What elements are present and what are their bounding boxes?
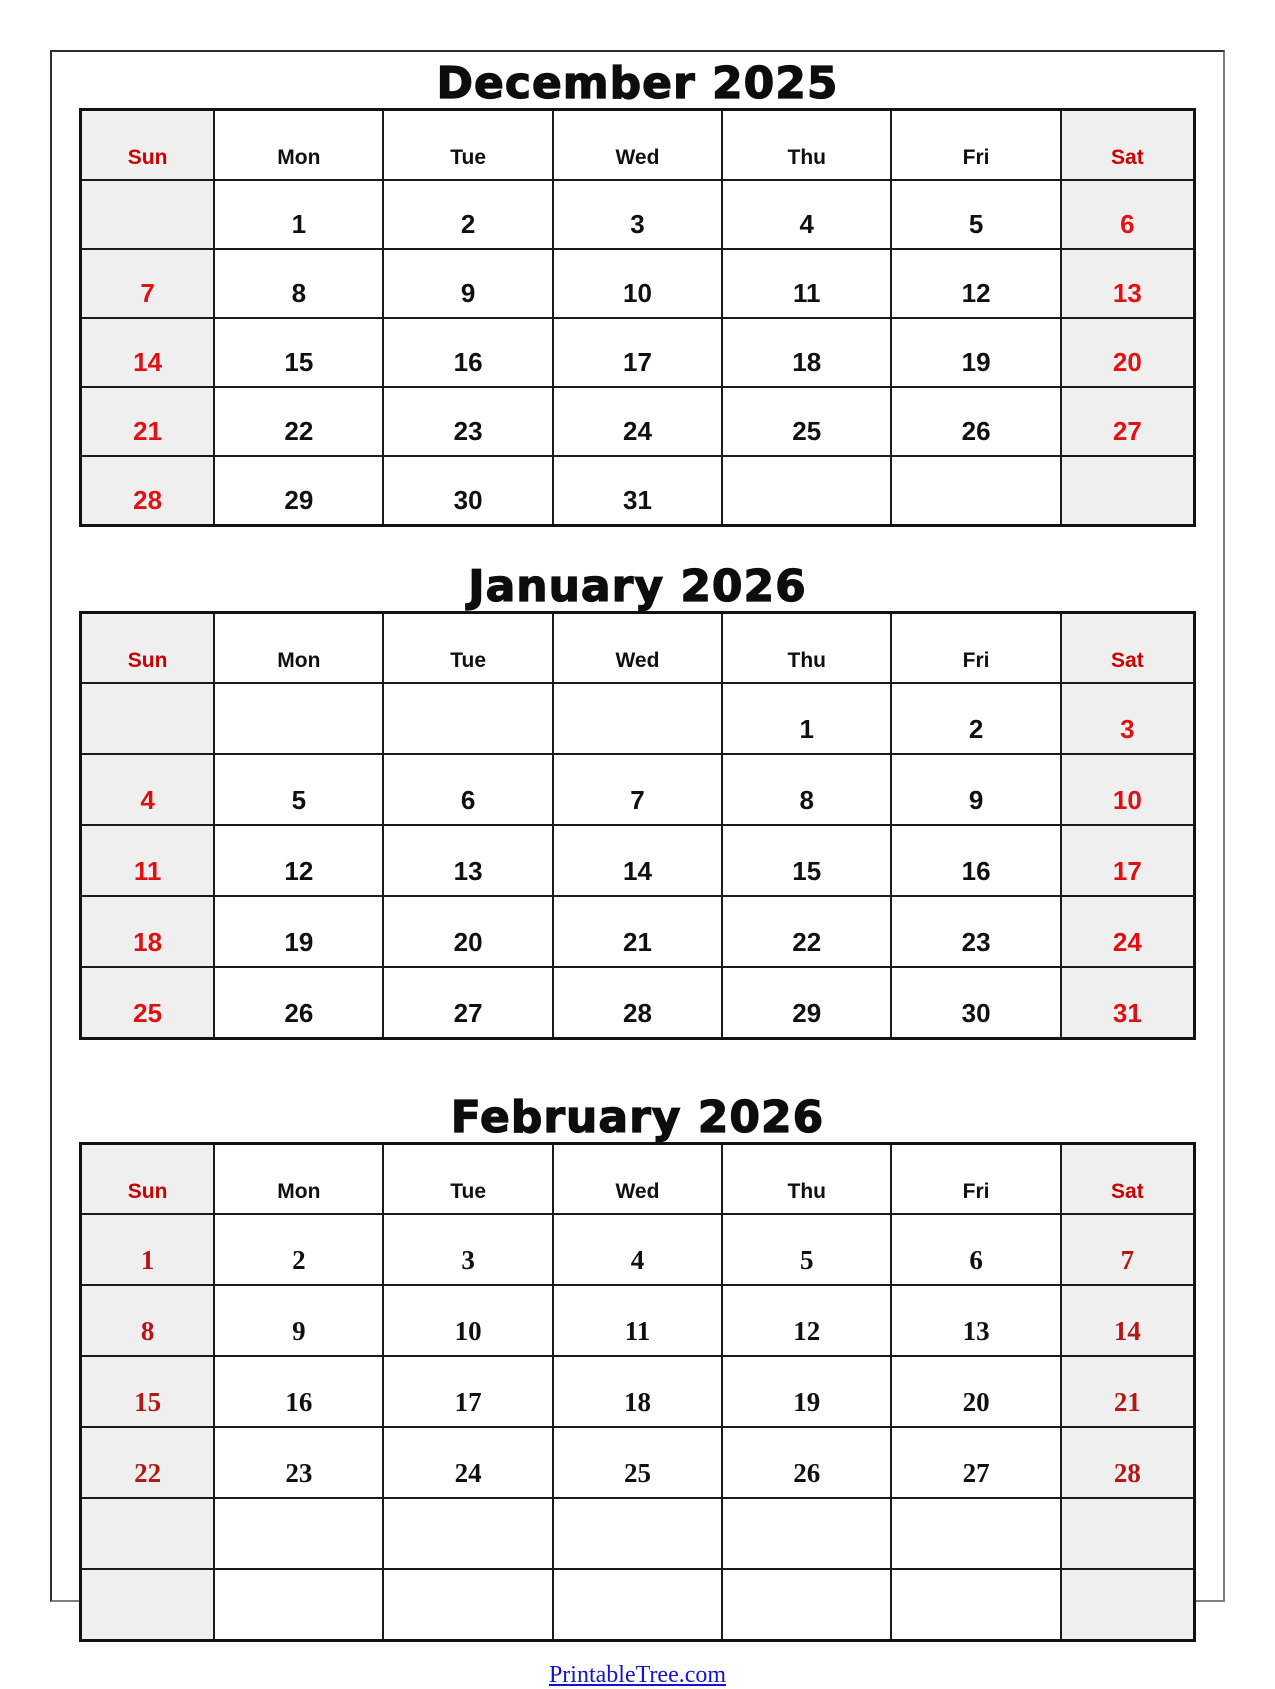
date-cell: 10: [553, 249, 722, 318]
date-cell: 13: [1061, 249, 1195, 318]
empty-cell: [722, 456, 891, 526]
empty-cell: [81, 1569, 215, 1641]
date-cell: 2: [214, 1214, 383, 1285]
date-cell: 24: [383, 1427, 552, 1498]
weekday-header-cell: Tue: [383, 613, 552, 684]
date-cell: 15: [214, 318, 383, 387]
week-row: [81, 825, 1195, 896]
empty-cell: [1061, 456, 1195, 526]
calendar-table-january: [79, 611, 1196, 1040]
weekday-header-cell: Sun: [81, 110, 215, 181]
week-row: [81, 249, 1195, 318]
empty-cell: [214, 683, 383, 754]
weekday-header-row: [81, 1144, 1195, 1215]
weekday-header-cell: Sat: [1061, 1144, 1195, 1215]
empty-cell: [81, 1498, 215, 1569]
date-cell: 3: [1061, 683, 1195, 754]
date-cell: 27: [1061, 387, 1195, 456]
date-cell: 9: [214, 1285, 383, 1356]
empty-cell: [81, 180, 215, 249]
date-cell: 7: [1061, 1214, 1195, 1285]
footer: [52, 1662, 1223, 1689]
empty-cell: [891, 456, 1060, 526]
weekday-header-cell: Wed: [553, 613, 722, 684]
month-title-february: February 2026: [450, 1092, 825, 1143]
week-row: [81, 1427, 1195, 1498]
week-row: [81, 180, 1195, 249]
weekday-header-cell: Fri: [891, 110, 1060, 181]
empty-cell: [1061, 1569, 1195, 1641]
weekday-header-cell: Sat: [1061, 110, 1195, 181]
weekday-header-cell: Tue: [383, 110, 552, 181]
weekday-header-cell: Thu: [722, 613, 891, 684]
empty-cell: [214, 1498, 383, 1569]
empty-cell: [553, 683, 722, 754]
weekday-header-cell: Mon: [214, 1144, 383, 1215]
date-cell: 1: [81, 1214, 215, 1285]
empty-cell: [722, 1498, 891, 1569]
empty-cell: [214, 1569, 383, 1641]
date-cell: 21: [81, 387, 215, 456]
date-cell: 13: [891, 1285, 1060, 1356]
date-cell: 30: [383, 456, 552, 526]
date-cell: 2: [891, 683, 1060, 754]
empty-cell: [553, 1569, 722, 1641]
week-row: [81, 1498, 1195, 1569]
weekday-header-cell: Wed: [553, 110, 722, 181]
weekday-header-cell: Mon: [214, 613, 383, 684]
calendar-table-december: [79, 108, 1196, 527]
date-cell: 12: [891, 249, 1060, 318]
empty-cell: [383, 683, 552, 754]
date-cell: 23: [891, 896, 1060, 967]
week-row: [81, 1356, 1195, 1427]
date-cell: 6: [383, 754, 552, 825]
date-cell: 30: [891, 967, 1060, 1039]
date-cell: 28: [1061, 1427, 1195, 1498]
weekday-header-cell: Thu: [722, 1144, 891, 1215]
date-cell: 28: [553, 967, 722, 1039]
date-cell: 8: [722, 754, 891, 825]
weekday-header-cell: Thu: [722, 110, 891, 181]
date-cell: 11: [553, 1285, 722, 1356]
weekday-header-row: [81, 110, 1195, 181]
date-cell: 11: [722, 249, 891, 318]
week-row: [81, 683, 1195, 754]
date-cell: 17: [1061, 825, 1195, 896]
footer-link[interactable]: PrintableTree.com: [548, 1662, 727, 1688]
date-cell: 31: [1061, 967, 1195, 1039]
date-cell: 20: [383, 896, 552, 967]
empty-cell: [383, 1498, 552, 1569]
date-cell: 25: [81, 967, 215, 1039]
date-cell: 5: [722, 1214, 891, 1285]
weekday-header-cell: Fri: [891, 1144, 1060, 1215]
date-cell: 19: [891, 318, 1060, 387]
date-cell: 18: [553, 1356, 722, 1427]
weekday-header-cell: Sun: [81, 613, 215, 684]
date-cell: 4: [553, 1214, 722, 1285]
date-cell: 6: [891, 1214, 1060, 1285]
weekday-header-cell: Mon: [214, 110, 383, 181]
date-cell: 15: [722, 825, 891, 896]
date-cell: 6: [1061, 180, 1195, 249]
date-cell: 8: [214, 249, 383, 318]
week-row: [81, 1285, 1195, 1356]
date-cell: 3: [383, 1214, 552, 1285]
date-cell: 13: [383, 825, 552, 896]
date-cell: 2: [383, 180, 552, 249]
week-row: [81, 318, 1195, 387]
date-cell: 22: [81, 1427, 215, 1498]
weekday-header-cell: Tue: [383, 1144, 552, 1215]
empty-cell: [891, 1498, 1060, 1569]
week-row: [81, 387, 1195, 456]
date-cell: 23: [383, 387, 552, 456]
date-cell: 14: [553, 825, 722, 896]
date-cell: 18: [722, 318, 891, 387]
week-row: [81, 1214, 1195, 1285]
month-title-december: December 2025: [436, 58, 839, 109]
date-cell: 11: [81, 825, 215, 896]
date-cell: 7: [553, 754, 722, 825]
weekday-header-cell: Sun: [81, 1144, 215, 1215]
date-cell: 4: [81, 754, 215, 825]
calendar-table-february: [79, 1142, 1196, 1642]
date-cell: 20: [891, 1356, 1060, 1427]
weekday-header-cell: Fri: [891, 613, 1060, 684]
date-cell: 16: [214, 1356, 383, 1427]
date-cell: 16: [891, 825, 1060, 896]
date-cell: 12: [214, 825, 383, 896]
date-cell: 27: [383, 967, 552, 1039]
date-cell: 17: [553, 318, 722, 387]
weekday-header-cell: Sat: [1061, 613, 1195, 684]
date-cell: 28: [81, 456, 215, 526]
date-cell: 23: [214, 1427, 383, 1498]
date-cell: 10: [1061, 754, 1195, 825]
date-cell: 5: [214, 754, 383, 825]
date-cell: 5: [891, 180, 1060, 249]
empty-cell: [383, 1569, 552, 1641]
month-title-january: January 2026: [468, 561, 807, 612]
date-cell: 12: [722, 1285, 891, 1356]
date-cell: 26: [214, 967, 383, 1039]
date-cell: 1: [214, 180, 383, 249]
date-cell: 10: [383, 1285, 552, 1356]
week-row: [81, 896, 1195, 967]
weekday-header-row: [81, 613, 1195, 684]
week-row: [81, 967, 1195, 1039]
date-cell: 14: [81, 318, 215, 387]
date-cell: 3: [553, 180, 722, 249]
empty-cell: [81, 683, 215, 754]
date-cell: 8: [81, 1285, 215, 1356]
date-cell: 7: [81, 249, 215, 318]
date-cell: 19: [722, 1356, 891, 1427]
date-cell: 29: [214, 456, 383, 526]
date-cell: 4: [722, 180, 891, 249]
date-cell: 25: [722, 387, 891, 456]
date-cell: 1: [722, 683, 891, 754]
date-cell: 24: [1061, 896, 1195, 967]
date-cell: 26: [891, 387, 1060, 456]
empty-cell: [1061, 1498, 1195, 1569]
date-cell: 21: [1061, 1356, 1195, 1427]
week-row: [81, 754, 1195, 825]
date-cell: 31: [553, 456, 722, 526]
date-cell: 26: [722, 1427, 891, 1498]
date-cell: 27: [891, 1427, 1060, 1498]
date-cell: 24: [553, 387, 722, 456]
date-cell: 17: [383, 1356, 552, 1427]
weekday-header-cell: Wed: [553, 1144, 722, 1215]
date-cell: 14: [1061, 1285, 1195, 1356]
empty-cell: [553, 1498, 722, 1569]
empty-cell: [722, 1569, 891, 1641]
date-cell: 25: [553, 1427, 722, 1498]
date-cell: 15: [81, 1356, 215, 1427]
date-cell: 29: [722, 967, 891, 1039]
empty-cell: [891, 1569, 1060, 1641]
date-cell: 21: [553, 896, 722, 967]
date-cell: 16: [383, 318, 552, 387]
week-row: [81, 1569, 1195, 1641]
date-cell: 9: [383, 249, 552, 318]
date-cell: 19: [214, 896, 383, 967]
date-cell: 20: [1061, 318, 1195, 387]
date-cell: 22: [214, 387, 383, 456]
week-row: [81, 456, 1195, 526]
page-frame: [50, 50, 1225, 1688]
date-cell: 18: [81, 896, 215, 967]
date-cell: 22: [722, 896, 891, 967]
date-cell: 9: [891, 754, 1060, 825]
